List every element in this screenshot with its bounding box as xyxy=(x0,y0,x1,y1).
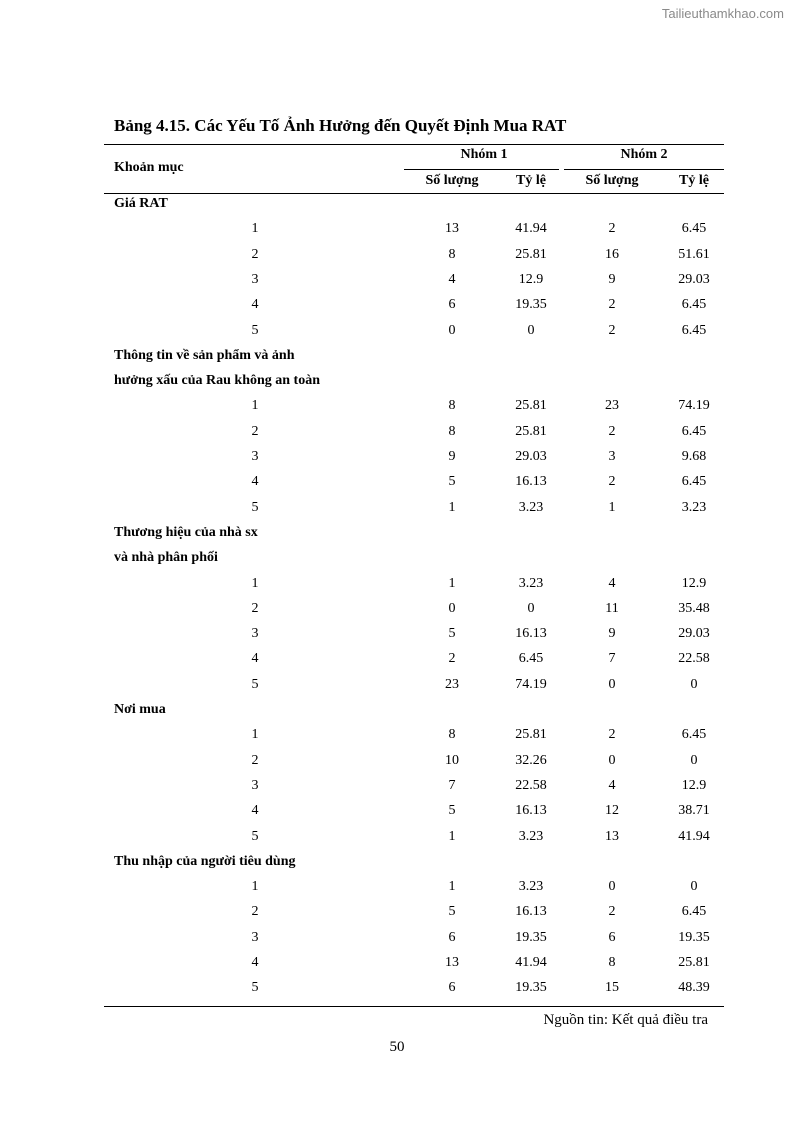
cell-row-level: 1 xyxy=(251,727,259,743)
cell-group1-qty: 23 xyxy=(445,676,459,692)
cell-group1-ratio: 74.19 xyxy=(515,676,547,692)
cell-group2-ratio: 51.61 xyxy=(678,246,710,262)
cell-group2-qty: 1 xyxy=(608,499,616,515)
cell-row-level: 4 xyxy=(251,651,259,667)
cell-group2-ratio: 22.58 xyxy=(678,651,710,667)
cell-group2-ratio: 12.9 xyxy=(681,777,707,793)
cell-row-level: 5 xyxy=(251,828,259,844)
cell-group2-qty: 12 xyxy=(605,803,619,819)
cell-group2-qty: 16 xyxy=(605,246,619,262)
cell-row-level: 2 xyxy=(251,904,259,920)
cell-group1-ratio: 0 xyxy=(527,600,535,616)
cell-group1-ratio: 19.35 xyxy=(515,980,547,996)
cell-group2-qty: 15 xyxy=(605,980,619,996)
cell-row-level: 4 xyxy=(251,955,259,970)
group2-underline xyxy=(564,169,724,170)
cell-group1-ratio: 12.9 xyxy=(518,271,544,287)
cell-group1-qty: 6 xyxy=(448,929,456,945)
header-bottom-rule xyxy=(104,193,724,194)
cell-group1-qty: 8 xyxy=(448,398,456,414)
cell-group2-qty: 9 xyxy=(608,626,616,642)
cell-group2-ratio: 19.35 xyxy=(678,929,710,945)
cell-group2-qty: 0 xyxy=(608,752,616,768)
cell-row-level: 1 xyxy=(251,398,259,414)
cell-group1-qty: 9 xyxy=(448,449,456,464)
cell-group1-ratio: 29.03 xyxy=(515,449,547,464)
cell-group2-qty: 3 xyxy=(608,449,616,464)
header-group1-qty: Số lượng xyxy=(425,173,479,188)
cell-group1-qty: 4 xyxy=(448,271,456,287)
header-group1: Nhóm 1 xyxy=(460,147,508,162)
cell-group1-ratio: 32.26 xyxy=(515,752,547,768)
watermark: Tailieuthamkhao.com xyxy=(661,6,784,21)
section-label: Nơi mua xyxy=(114,702,166,717)
cell-row-level: 2 xyxy=(251,246,259,262)
cell-group1-ratio: 41.94 xyxy=(515,955,547,970)
cell-group2-ratio: 6.45 xyxy=(681,322,707,338)
cell-group2-ratio: 12.9 xyxy=(681,575,707,591)
cell-group1-ratio: 16.13 xyxy=(515,474,547,490)
table-bottom-rule xyxy=(104,1006,724,1007)
cell-group2-ratio: 9.68 xyxy=(681,449,707,464)
cell-row-level: 2 xyxy=(251,752,259,768)
header-group2-ratio: Tỷ lệ xyxy=(679,173,709,188)
cell-group2-ratio: 41.94 xyxy=(678,828,710,844)
cell-row-level: 2 xyxy=(251,600,259,616)
section-label: Giá RAT xyxy=(114,196,168,211)
header-group2: Nhóm 2 xyxy=(620,147,668,162)
cell-group2-qty: 23 xyxy=(605,398,619,414)
cell-group1-qty: 5 xyxy=(448,474,456,490)
cell-group1-ratio: 25.81 xyxy=(515,727,547,743)
cell-group1-qty: 10 xyxy=(445,752,459,768)
cell-group2-qty: 2 xyxy=(608,297,616,313)
cell-group2-ratio: 38.71 xyxy=(678,803,710,819)
cell-group1-ratio: 25.81 xyxy=(515,246,547,262)
cell-group2-qty: 6 xyxy=(608,929,616,945)
cell-group1-ratio: 19.35 xyxy=(515,929,547,945)
cell-group1-qty: 8 xyxy=(448,246,456,262)
cell-group2-ratio: 6.45 xyxy=(681,297,707,313)
cell-group2-ratio: 74.19 xyxy=(678,398,710,414)
cell-group1-qty: 0 xyxy=(448,600,456,616)
cell-row-level: 5 xyxy=(251,980,259,996)
cell-row-level: 1 xyxy=(251,575,259,591)
cell-group1-qty: 1 xyxy=(448,575,456,591)
cell-group1-ratio: 16.13 xyxy=(515,626,547,642)
table-top-rule xyxy=(104,144,724,145)
cell-row-level: 1 xyxy=(251,221,259,237)
cell-group1-ratio: 3.23 xyxy=(518,828,544,844)
header-item: Khoản mục xyxy=(114,160,184,175)
cell-group2-ratio: 25.81 xyxy=(678,955,710,970)
cell-group1-ratio: 25.81 xyxy=(515,398,547,414)
cell-group1-qty: 13 xyxy=(445,221,459,237)
cell-group2-qty: 0 xyxy=(608,879,616,895)
cell-row-level: 4 xyxy=(251,297,259,313)
cell-group2-qty: 2 xyxy=(608,423,616,439)
cell-row-level: 5 xyxy=(251,322,259,338)
cell-group2-qty: 8 xyxy=(608,955,616,970)
cell-group2-qty: 2 xyxy=(608,322,616,338)
section-label: Thông tin về sản phẩm và ảnh xyxy=(114,347,295,363)
cell-group2-ratio: 6.45 xyxy=(681,474,707,490)
section-label: Thu nhập của người tiêu dùng xyxy=(114,853,296,869)
cell-group2-ratio: 0 xyxy=(690,879,698,895)
cell-row-level: 1 xyxy=(251,879,259,895)
cell-group1-ratio: 3.23 xyxy=(518,575,544,591)
cell-row-level: 3 xyxy=(251,777,259,793)
cell-group1-ratio: 41.94 xyxy=(515,221,547,237)
cell-group1-qty: 5 xyxy=(448,904,456,920)
section-label: hưởng xấu của Rau không an toàn xyxy=(114,373,321,389)
cell-group2-qty: 2 xyxy=(608,221,616,237)
cell-row-level: 3 xyxy=(251,271,259,287)
cell-group1-qty: 8 xyxy=(448,423,456,439)
cell-group2-ratio: 48.39 xyxy=(678,980,710,996)
cell-group1-ratio: 3.23 xyxy=(518,499,544,515)
cell-group2-qty: 4 xyxy=(608,575,616,591)
cell-group1-qty: 1 xyxy=(448,499,456,515)
cell-group1-ratio: 19.35 xyxy=(515,297,547,313)
cell-row-level: 3 xyxy=(251,449,259,464)
cell-row-level: 3 xyxy=(251,929,259,945)
cell-group1-qty: 7 xyxy=(448,777,456,793)
section-label: và nhà phân phối xyxy=(114,550,218,566)
cell-row-level: 4 xyxy=(251,803,259,819)
cell-group2-qty: 4 xyxy=(608,777,616,793)
cell-row-level: 2 xyxy=(251,423,259,439)
section-label: Thương hiệu của nhà sx xyxy=(114,524,258,540)
cell-row-level: 5 xyxy=(251,676,259,692)
cell-group1-ratio: 0 xyxy=(527,322,535,338)
cell-group1-qty: 6 xyxy=(448,980,456,996)
cell-group2-qty: 11 xyxy=(605,600,619,616)
cell-group2-ratio: 6.45 xyxy=(681,904,707,920)
cell-group2-ratio: 0 xyxy=(690,752,698,768)
cell-group1-qty: 6 xyxy=(448,297,456,313)
cell-group2-ratio: 0 xyxy=(690,676,698,692)
cell-group2-qty: 2 xyxy=(608,474,616,490)
cell-group1-qty: 2 xyxy=(448,651,456,667)
group1-underline xyxy=(404,169,559,170)
cell-group1-qty: 5 xyxy=(448,626,456,642)
cell-group1-ratio: 6.45 xyxy=(518,651,544,667)
cell-group1-ratio: 22.58 xyxy=(515,777,547,793)
table-title: Bảng 4.15. Các Yếu Tố Ảnh Hưởng đến Quyết Định Mua RAT xyxy=(114,116,567,135)
cell-group1-ratio: 16.13 xyxy=(515,803,547,819)
cell-group2-qty: 7 xyxy=(608,651,616,667)
cell-group2-ratio: 6.45 xyxy=(681,221,707,237)
source-note: Nguồn tin: Kết quả điều tra xyxy=(543,1012,708,1028)
cell-group2-ratio: 6.45 xyxy=(681,423,707,439)
cell-group2-ratio: 29.03 xyxy=(678,626,710,642)
cell-group1-qty: 5 xyxy=(448,803,456,819)
cell-group2-qty: 2 xyxy=(608,727,616,743)
cell-group1-qty: 8 xyxy=(448,727,456,743)
cell-row-level: 5 xyxy=(251,499,259,515)
cell-group1-ratio: 16.13 xyxy=(515,904,547,920)
cell-group1-qty: 1 xyxy=(448,879,456,895)
cell-group1-qty: 0 xyxy=(448,322,456,338)
header-group1-ratio: Tỷ lệ xyxy=(516,173,546,188)
cell-group2-ratio: 29.03 xyxy=(678,271,710,287)
cell-row-level: 3 xyxy=(251,626,259,642)
cell-group2-ratio: 35.48 xyxy=(678,600,710,616)
cell-group2-ratio: 3.23 xyxy=(681,499,707,515)
cell-group1-ratio: 3.23 xyxy=(518,879,544,895)
cell-group2-ratio: 6.45 xyxy=(681,727,707,743)
cell-group1-qty: 13 xyxy=(445,955,459,970)
page-number: 50 xyxy=(389,1039,405,1055)
cell-group2-qty: 2 xyxy=(608,904,616,920)
cell-group2-qty: 0 xyxy=(608,676,616,692)
cell-group1-qty: 1 xyxy=(448,828,456,844)
header-group2-qty: Số lượng xyxy=(585,173,639,188)
cell-row-level: 4 xyxy=(251,474,259,490)
cell-group2-qty: 9 xyxy=(608,271,616,287)
cell-group1-ratio: 25.81 xyxy=(515,423,547,439)
cell-group2-qty: 13 xyxy=(605,828,619,844)
